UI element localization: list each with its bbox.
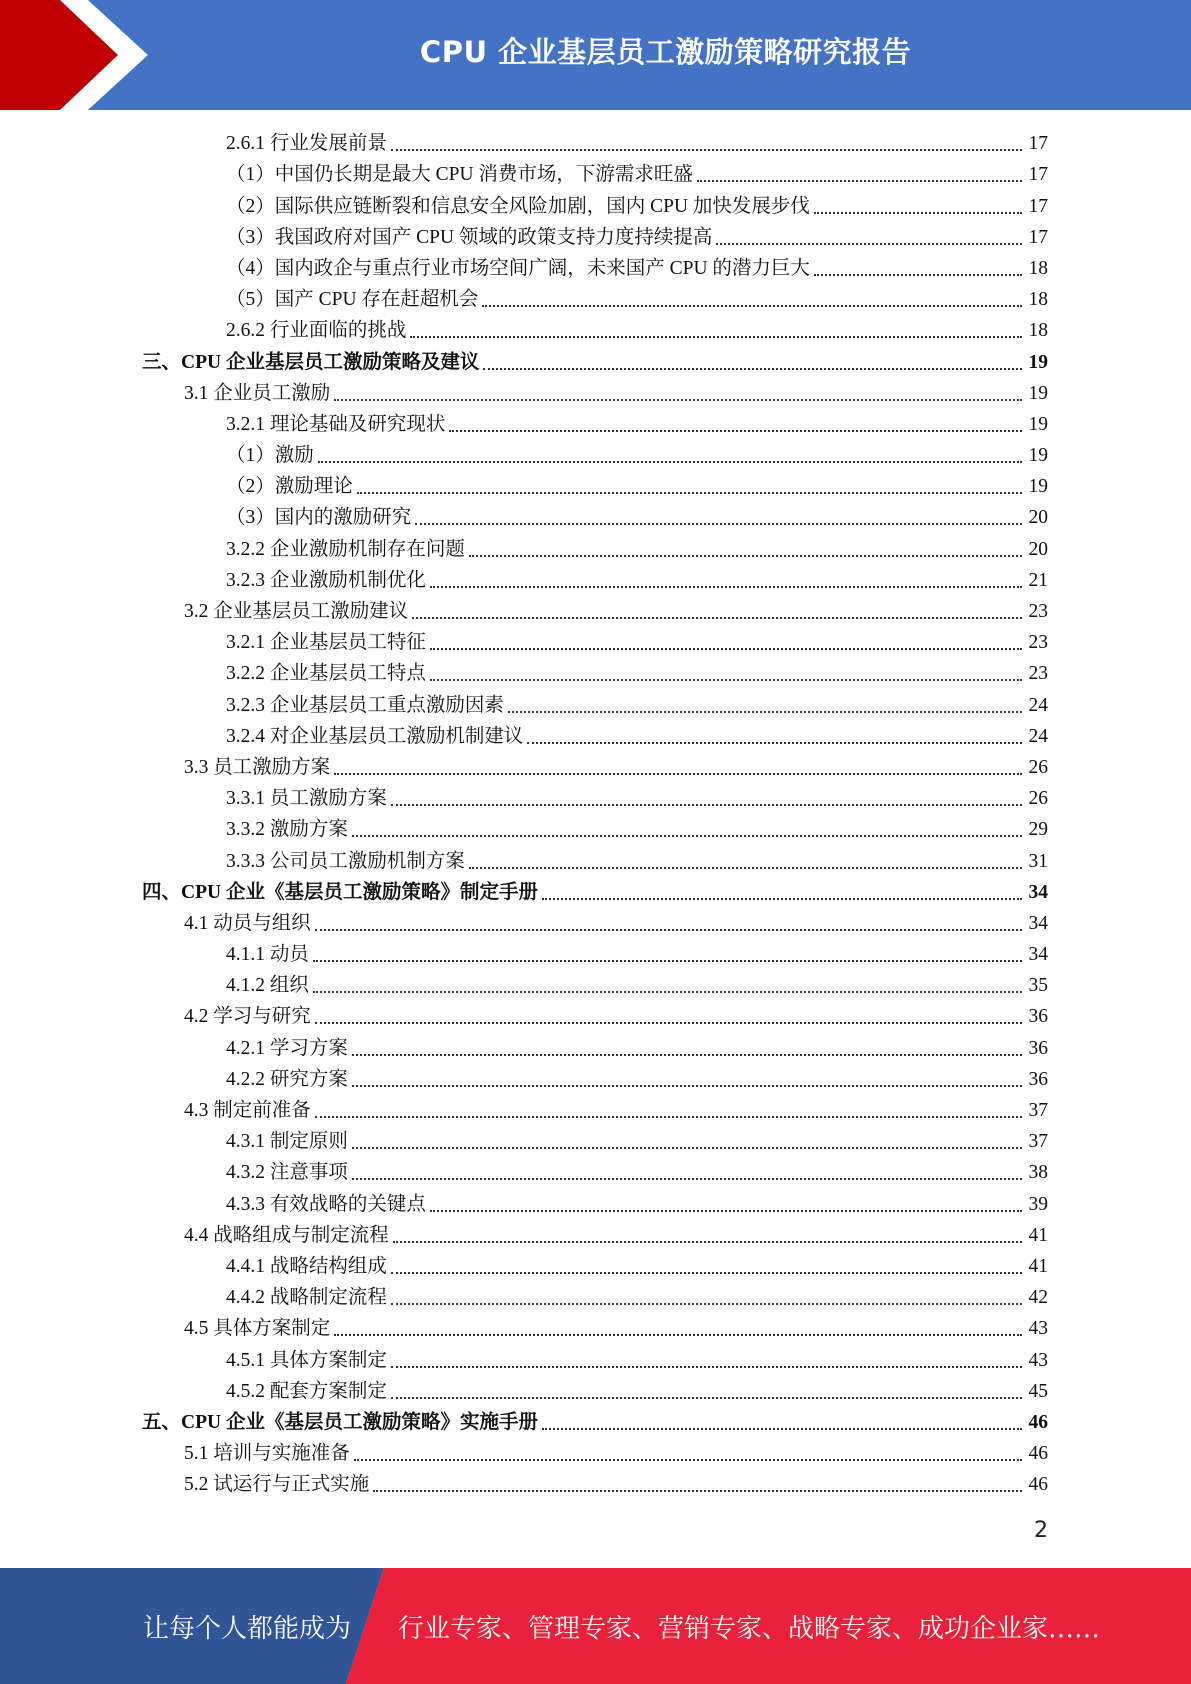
toc-entry[interactable] xyxy=(0,284,1191,315)
toc-entry[interactable] xyxy=(0,721,1191,752)
toc-entry[interactable] xyxy=(0,1282,1191,1313)
toc-entry-title: 3.2.3 企业基层员工重点激励因素 xyxy=(226,694,504,716)
toc-entry-title: 5.1 培训与实施准备 xyxy=(184,1443,350,1465)
toc-dot-leader xyxy=(391,1366,1022,1368)
toc-entry[interactable] xyxy=(0,346,1191,377)
toc-entry-title: 2.6.2 行业面临的挑战 xyxy=(226,320,407,342)
toc-entry-title: 5.2 试运行与正式实施 xyxy=(184,1474,370,1496)
toc-dot-leader xyxy=(315,929,1022,931)
toc-entry[interactable] xyxy=(0,1157,1191,1188)
toc-dot-leader xyxy=(697,180,1022,182)
toc-entry[interactable] xyxy=(0,752,1191,783)
toc-entry-page: 36 xyxy=(1028,1037,1048,1059)
toc-entry-title: 3.2 企业基层员工激励建议 xyxy=(184,601,409,622)
toc-entry-title: 3.1 企业员工激励 xyxy=(184,382,331,404)
toc-entry-page: 29 xyxy=(1028,819,1048,841)
toc-entry-page: 31 xyxy=(1028,850,1048,872)
toc-entry-page: 24 xyxy=(1028,694,1048,716)
toc-dot-leader xyxy=(393,1241,1022,1243)
toc-entry-page: 20 xyxy=(1028,507,1048,529)
toc-entry[interactable] xyxy=(0,877,1191,908)
toc-entry-page: 38 xyxy=(1028,1162,1048,1184)
toc-dot-leader xyxy=(814,274,1022,276)
toc-entry-page: 36 xyxy=(1028,1068,1048,1090)
toc-entry-title: 4.4.2 战略制定流程 xyxy=(226,1287,387,1309)
toc-entry[interactable] xyxy=(0,565,1191,596)
toc-entry[interactable] xyxy=(0,1344,1191,1375)
toc-entry[interactable] xyxy=(0,1313,1191,1344)
toc-entry[interactable] xyxy=(0,783,1191,814)
toc-entry-title: 4.2.1 学习方案 xyxy=(226,1037,348,1059)
toc-dot-leader xyxy=(482,305,1022,307)
toc-dot-leader xyxy=(814,212,1022,214)
toc-dot-leader xyxy=(430,586,1022,588)
toc-entry[interactable] xyxy=(0,1095,1191,1126)
toc-entry-title: 4.2.2 研究方案 xyxy=(226,1068,348,1090)
toc-dot-leader xyxy=(391,1397,1022,1399)
toc-entry-page: 18 xyxy=(1028,320,1048,342)
toc-dot-leader xyxy=(334,1334,1022,1336)
toc-dot-leader xyxy=(313,960,1022,962)
toc-entry-title: 3.2.3 企业激励机制优化 xyxy=(226,569,426,591)
toc-entry-page: 37 xyxy=(1028,1100,1048,1121)
toc-entry-title: 4.4.1 战略结构组成 xyxy=(226,1255,387,1277)
toc-dot-leader xyxy=(357,492,1022,494)
toc-dot-leader xyxy=(542,898,1022,900)
toc-entry-page: 42 xyxy=(1028,1287,1048,1309)
toc-dot-leader xyxy=(352,1178,1022,1180)
toc-dot-leader xyxy=(449,430,1022,432)
toc-entry-page: 23 xyxy=(1028,663,1048,685)
toc-entry-title: （2）激励理论 xyxy=(226,476,353,498)
toc-entry-page: 41 xyxy=(1028,1255,1048,1277)
footer-slogan-right: 行业专家、管理专家、营销专家、战略专家、成功企业家…… xyxy=(398,1613,1101,1644)
toc-entry-title: （4）国内政企与重点行业市场空间广阔，未来国产 CPU 的潜力巨大 xyxy=(226,257,810,279)
toc-entry-page: 39 xyxy=(1028,1193,1048,1215)
toc-entry-page: 23 xyxy=(1028,632,1048,654)
toc-entry-page: 19 xyxy=(1028,413,1048,435)
toc-dot-leader xyxy=(391,1303,1022,1305)
toc-entry[interactable] xyxy=(0,814,1191,845)
toc-entry[interactable] xyxy=(0,1251,1191,1282)
toc-entry-page: 17 xyxy=(1028,164,1048,186)
toc-entry[interactable] xyxy=(0,1376,1191,1407)
toc-dot-leader xyxy=(352,1147,1022,1149)
report-title: CPU 企业基层员工激励策略研究报告 xyxy=(419,34,912,69)
page-footer xyxy=(0,1568,1191,1684)
toc-entry[interactable] xyxy=(0,1126,1191,1157)
toc-dot-leader xyxy=(315,1022,1022,1024)
toc-entry-title: 3.2.2 企业基层员工特点 xyxy=(226,663,426,685)
toc-dot-leader xyxy=(415,523,1022,525)
page-header xyxy=(0,0,1191,110)
toc-entry[interactable] xyxy=(0,190,1191,221)
toc-entry-title: 4.1.2 组织 xyxy=(226,975,309,997)
toc-entry[interactable] xyxy=(0,689,1191,720)
toc-entry-page: 35 xyxy=(1028,975,1048,997)
toc-entry-title: 3.2.2 企业激励机制存在问题 xyxy=(226,538,465,560)
toc-dot-leader xyxy=(410,336,1022,338)
toc-dot-leader xyxy=(391,149,1022,151)
toc-entry-title: 4.5.2 配套方案制定 xyxy=(226,1380,387,1402)
toc-entry-page: 17 xyxy=(1028,195,1048,217)
toc-entry-title: 3.2.1 企业基层员工特征 xyxy=(226,632,426,654)
toc-entry-title: 4.4 战略组成与制定流程 xyxy=(184,1224,389,1246)
toc-entry[interactable] xyxy=(0,1001,1191,1032)
toc-entry-page: 20 xyxy=(1028,538,1048,560)
toc-entry[interactable] xyxy=(0,159,1191,190)
toc-entry[interactable] xyxy=(0,845,1191,876)
toc-dot-leader xyxy=(354,1459,1022,1461)
toc-dot-leader xyxy=(483,368,1022,370)
toc-dot-leader xyxy=(373,1490,1022,1492)
toc-entry-title: 4.5.1 具体方案制定 xyxy=(226,1349,387,1371)
toc-entry-title: （1）激励 xyxy=(226,445,314,467)
toc-entry-page: 26 xyxy=(1028,756,1048,778)
toc-entry-page: 36 xyxy=(1028,1006,1048,1028)
toc-entry[interactable] xyxy=(0,970,1191,1001)
toc-entry-title: （2）国际供应链断裂和信息安全风险加剧，国内 CPU 加快发展步伐 xyxy=(226,195,810,217)
toc-entry-title: 2.6.1 行业发展前景 xyxy=(226,133,387,155)
toc-entry[interactable] xyxy=(0,908,1191,939)
toc-entry-page: 19 xyxy=(1028,382,1048,404)
toc-dot-leader xyxy=(318,461,1022,463)
toc-entry[interactable] xyxy=(0,409,1191,440)
toc-entry-title: 3.2.4 对企业基层员工激励机制建议 xyxy=(226,725,524,747)
toc-entry-page: 34 xyxy=(1028,944,1048,966)
toc-dot-leader xyxy=(352,1054,1022,1056)
toc-dot-leader xyxy=(352,835,1022,837)
toc-entry-page: 17 xyxy=(1028,226,1048,248)
toc-dot-leader xyxy=(334,773,1022,775)
toc-entry-title: 3.3 员工激励方案 xyxy=(184,756,331,778)
toc-entry-title: 4.1.1 动员 xyxy=(226,944,309,966)
toc-entry-page: 43 xyxy=(1028,1349,1048,1371)
toc-entry[interactable] xyxy=(0,1407,1191,1438)
toc-entry-title: 4.1 动员与组织 xyxy=(184,912,311,934)
toc-entry-title: 4.3.1 制定原则 xyxy=(226,1131,348,1153)
header-chevron-logo xyxy=(0,0,160,110)
toc-entry[interactable] xyxy=(0,1188,1191,1219)
toc-entry-title: 4.3 制定前准备 xyxy=(184,1100,311,1121)
toc-entry-page: 34 xyxy=(1028,912,1048,934)
toc-entry[interactable] xyxy=(0,471,1191,502)
toc-dot-leader xyxy=(313,991,1022,993)
toc-entry-title: （3）国内的激励研究 xyxy=(226,507,412,529)
toc-dot-leader xyxy=(391,1272,1022,1274)
toc-entry-title: 四、CPU 企业《基层员工激励策略》制定手册 xyxy=(142,881,538,903)
toc-entry-title: 3.3.1 员工激励方案 xyxy=(226,788,387,810)
toc-entry[interactable] xyxy=(0,222,1191,253)
toc-dot-leader xyxy=(315,1116,1022,1118)
toc-entry-title: （3）我国政府对国产 CPU 领域的政策支持力度持续提高 xyxy=(226,226,713,248)
toc-entry[interactable] xyxy=(0,596,1191,627)
toc-entry-page: 17 xyxy=(1028,133,1048,155)
toc-entry-title: 4.2 学习与研究 xyxy=(184,1006,311,1028)
toc-dot-leader xyxy=(716,243,1022,245)
toc-entry-title: （5）国产 CPU 存在赶超机会 xyxy=(226,289,479,311)
toc-dot-leader xyxy=(527,742,1022,744)
toc-dot-leader xyxy=(542,1428,1022,1430)
toc-dot-leader xyxy=(334,399,1022,401)
toc-entry-page: 19 xyxy=(1028,445,1048,467)
toc-entry-title: （1）中国仍长期是最大 CPU 消费市场，下游需求旺盛 xyxy=(226,164,693,186)
toc-entry-page: 46 xyxy=(1028,1443,1048,1465)
page-number: 2 xyxy=(1034,1518,1048,1543)
toc-dot-leader xyxy=(430,648,1022,650)
toc-entry-page: 45 xyxy=(1028,1380,1048,1402)
toc-dot-leader xyxy=(430,679,1022,681)
toc-entry-page: 21 xyxy=(1028,569,1048,591)
toc-entry-title: 4.3.3 有效战略的关键点 xyxy=(226,1193,426,1215)
toc-dot-leader xyxy=(412,617,1022,619)
toc-entry[interactable] xyxy=(0,1438,1191,1469)
toc-entry-title: 三、CPU 企业基层员工激励策略及建议 xyxy=(142,351,480,373)
toc-dot-leader xyxy=(469,867,1022,869)
toc-entry-page: 37 xyxy=(1028,1131,1048,1153)
footer-slogan-left: 让每个人都能成为 xyxy=(143,1613,352,1644)
toc-entry[interactable] xyxy=(0,1220,1191,1251)
toc-entry[interactable] xyxy=(0,533,1191,564)
toc-entry-title: 3.3.2 激励方案 xyxy=(226,819,348,841)
toc-entry-page: 19 xyxy=(1028,351,1048,373)
toc-entry[interactable] xyxy=(0,128,1191,159)
toc-entry[interactable] xyxy=(0,315,1191,346)
toc-entry-page: 34 xyxy=(1028,881,1048,903)
toc-entry[interactable] xyxy=(0,1064,1191,1095)
table-of-contents xyxy=(0,128,1191,1500)
toc-entry-page: 23 xyxy=(1028,601,1048,622)
toc-entry-page: 18 xyxy=(1028,257,1048,279)
toc-entry-page: 26 xyxy=(1028,788,1048,810)
toc-entry-page: 24 xyxy=(1028,725,1048,747)
toc-entry-page: 18 xyxy=(1028,289,1048,311)
toc-entry[interactable] xyxy=(0,658,1191,689)
toc-entry-page: 19 xyxy=(1028,476,1048,498)
toc-entry[interactable] xyxy=(0,1032,1191,1063)
toc-entry-title: 4.5 具体方案制定 xyxy=(184,1318,331,1340)
toc-entry[interactable] xyxy=(0,627,1191,658)
toc-dot-leader xyxy=(508,711,1022,713)
toc-entry[interactable] xyxy=(0,939,1191,970)
toc-entry-title: 4.3.2 注意事项 xyxy=(226,1162,348,1184)
toc-entry-title: 五、CPU 企业《基层员工激励策略》实施手册 xyxy=(142,1411,538,1433)
toc-entry-page: 46 xyxy=(1028,1411,1048,1433)
toc-entry[interactable] xyxy=(0,253,1191,284)
toc-entry-page: 43 xyxy=(1028,1318,1048,1340)
toc-dot-leader xyxy=(352,1085,1022,1087)
toc-entry[interactable] xyxy=(0,440,1191,471)
toc-dot-leader xyxy=(469,555,1022,557)
toc-entry[interactable] xyxy=(0,502,1191,533)
toc-dot-leader xyxy=(430,1210,1022,1212)
toc-entry-title: 3.2.1 理论基础及研究现状 xyxy=(226,413,446,435)
toc-entry-title: 3.3.3 公司员工激励机制方案 xyxy=(226,850,465,872)
toc-entry[interactable] xyxy=(0,1469,1191,1500)
toc-entry[interactable] xyxy=(0,378,1191,409)
toc-entry-page: 46 xyxy=(1028,1474,1048,1496)
toc-entry-page: 41 xyxy=(1028,1224,1048,1246)
toc-dot-leader xyxy=(391,804,1022,806)
